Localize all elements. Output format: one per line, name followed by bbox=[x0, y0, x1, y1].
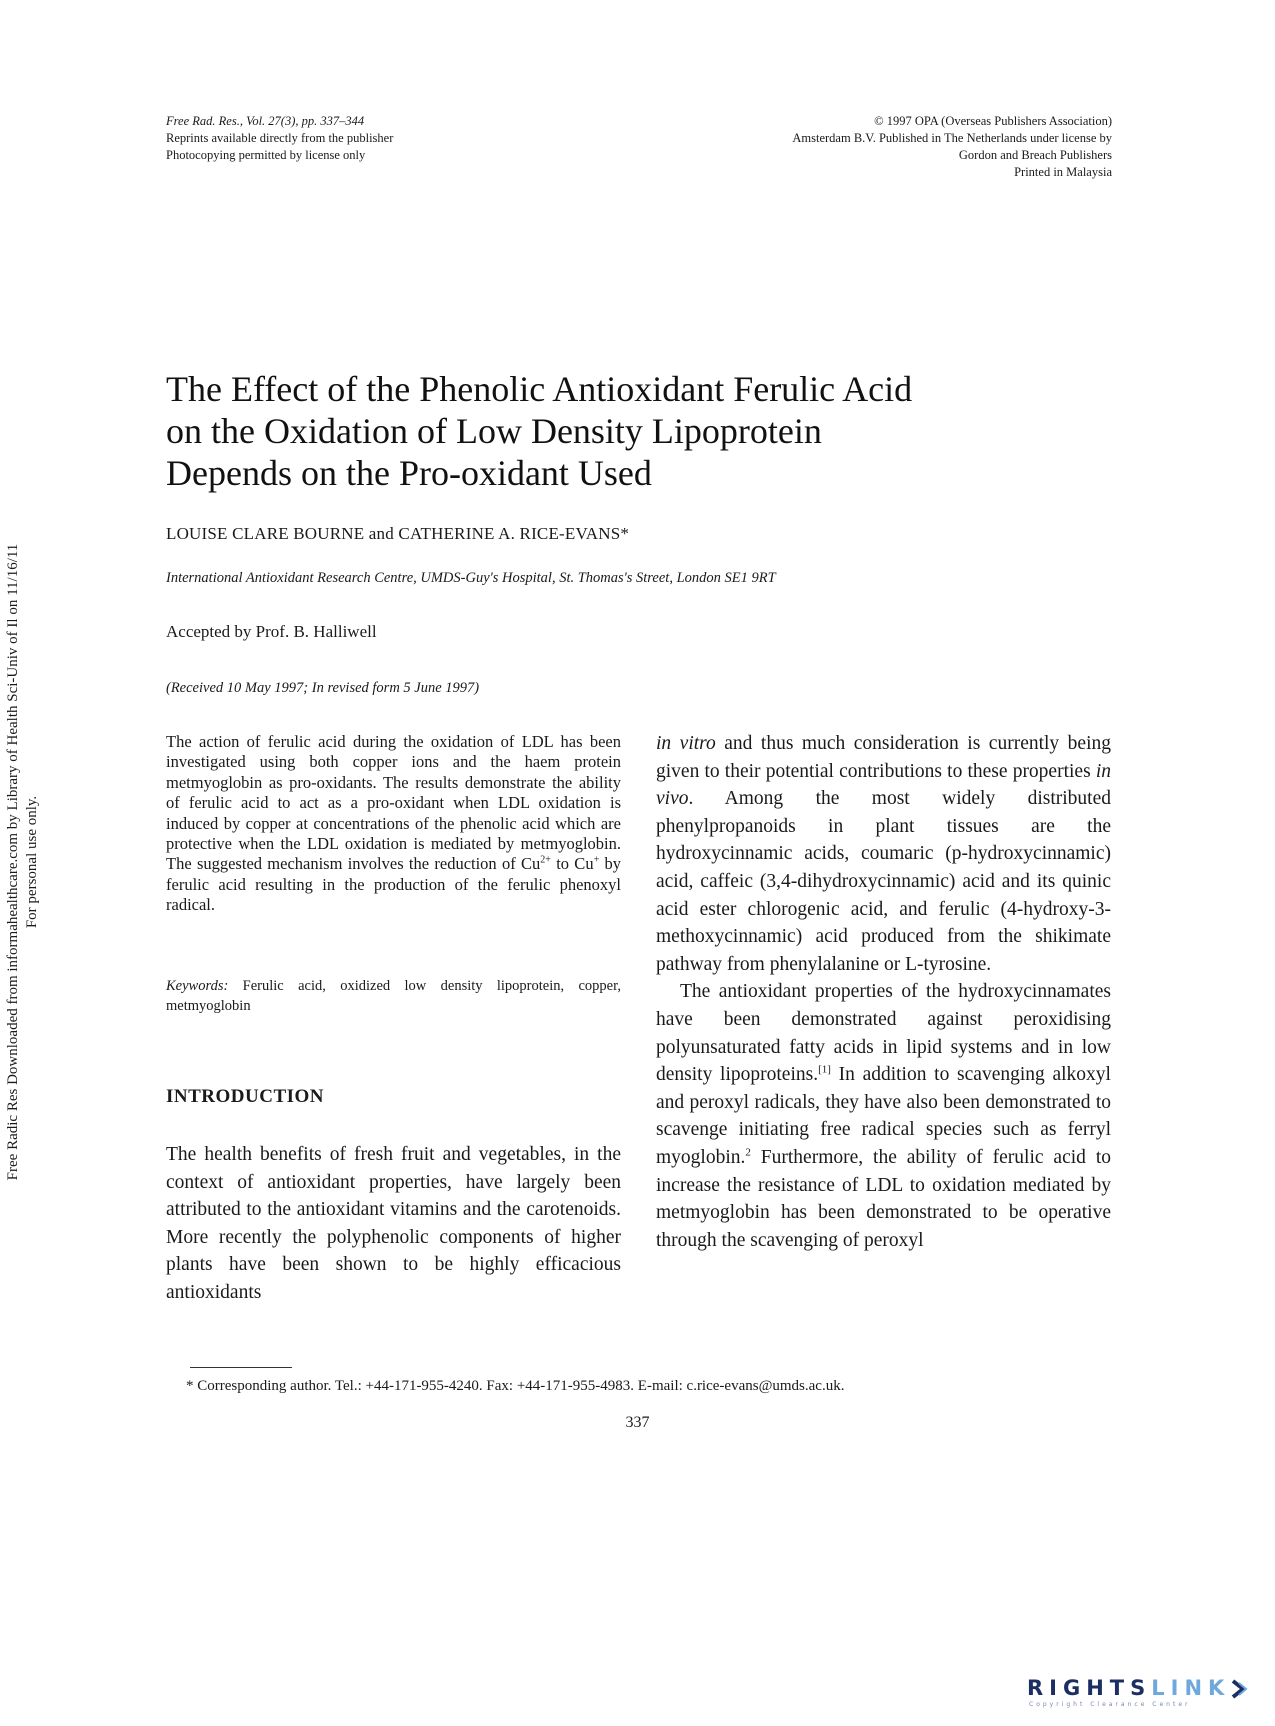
title-line: on the Oxidation of Low Density Lipoprotein bbox=[166, 411, 822, 451]
introduction-text: The health benefits of fresh fruit and vegetables, in the context of antioxidant properties, have largely been attributed to the antioxidant vitamins and the carotenoids. More recently the polyphenolic components of higher plants have been shown to be highly efficacious antioxidants bbox=[166, 1144, 621, 1303]
paragraph: The antioxidant properties of the hydroxycinnamates have been demonstrated against peroxidising polyunsaturated fatty acids in lipid systems and in low density lipoproteins.[1] In addition to scavenging alkoxyl and peroxyl radicals, they have also been demonstrated to scavenge initiating free radical species such as ferryl myoglobin.$^2$ Furthermore, the ability of ferulic acid to increase the resistance of LDL to oxidation mediated by metmyoglobin has been demonstrated to be operative through the scavenging of peroxyl bbox=[656, 981, 1111, 1251]
copyright-line: © 1997 OPA (Overseas Publishers Association) bbox=[874, 114, 1112, 128]
keywords-text: Ferulic acid, oxidized low density lipoprotein, copper, metmyoglobin bbox=[166, 978, 621, 1014]
article-title bbox=[166, 368, 1066, 494]
logo-text-rights: RIGHTS bbox=[1027, 1676, 1152, 1700]
logo-subtitle: Copyright Clearance Center bbox=[1029, 1701, 1191, 1708]
printed-line: Printed in Malaysia bbox=[1014, 165, 1112, 179]
chevron-right-icon bbox=[1230, 1679, 1248, 1699]
footnote: * Corresponding author. Tel.: +44-171-955-4240. Fax: +44-171-955-4983. E-mail: c.rice-evans@umds.ac.uk. bbox=[186, 1378, 845, 1394]
title-line: Depends on the Pro-oxidant Used bbox=[166, 453, 652, 493]
paragraph: in vitro and thus much consideration is currently being given to their potential contributions to these properties in vivo. Among the most widely distributed phenylpropanoids in plant tissues are the hydroxycinnamic acids, coumaric (p-hydroxycinnamic) acid, caffeic (3,4-dihydroxycinnamic) acid and its quinic acid ester chlorogenic acid, and ferulic (4-hydroxy-3-methoxycinnamic) acid produced from the shikimate pathway from phenylalanine or L-tyrosine. bbox=[656, 733, 1112, 975]
page-number: 337 bbox=[625, 1414, 650, 1431]
citation-ref[interactable]: 2 bbox=[745, 1146, 751, 1159]
title-line: The Effect of the Phenolic Antioxidant Ferulic Acid bbox=[166, 369, 913, 409]
watermark-line: Free Radic Res Downloaded from informahealthcare.com by Library of Health Sci-Univ of Il on 11/16/11 bbox=[5, 543, 21, 1181]
right-column bbox=[656, 730, 1111, 1254]
logo-text-link: LINK bbox=[1151, 1676, 1231, 1700]
publisher-info bbox=[700, 113, 1112, 181]
publisher-name-line: Gordon and Breach Publishers bbox=[958, 148, 1112, 162]
photocopy-line: Photocopying permitted by license only bbox=[166, 148, 366, 162]
keywords-label: Keywords: bbox=[166, 978, 229, 994]
accepted-by: Accepted by Prof. B. Halliwell bbox=[166, 622, 377, 641]
citation-line: Free Rad. Res., Vol. 27(3), pp. 337–344 bbox=[166, 114, 365, 128]
received-dates: (Received 10 May 1997; In revised form 5 June 1997) bbox=[166, 680, 480, 696]
keywords bbox=[166, 976, 621, 1016]
journal-citation bbox=[166, 113, 586, 164]
footnote-rule bbox=[190, 1367, 292, 1368]
publisher-line: Amsterdam B.V. Published in The Netherlands under license by bbox=[792, 131, 1112, 145]
watermark-line: For personal use only. bbox=[24, 795, 40, 929]
section-heading: INTRODUCTION bbox=[166, 1086, 325, 1107]
affiliation: International Antioxidant Research Centre, UMDS-Guy's Hospital, St. Thomas's Street, London SE1 9RT bbox=[166, 570, 776, 586]
reprints-line: Reprints available directly from the publisher bbox=[166, 131, 394, 145]
abstract: The action of ferulic acid during the oxidation of LDL has been investigated using both copper ions and the haem protein metmyoglobin as pro-oxidants. The results demonstrate the ability of ferulic acid to act as a pro-oxidant when LDL oxidation is induced by copper at concentrations of the phenolic acid which are protective when the LDL oxidation is mediated by metmyoglobin. The suggested mechanism involves the reduction of $Cu^{2+}$ to Cu+ by ferulic acid resulting in the production of the ferulic phenoxyl radical. bbox=[166, 732, 622, 915]
authors: LOUISE CLARE BOURNE and CATHERINE A. RICE-EVANS* bbox=[166, 524, 630, 543]
rightslink-logo[interactable] bbox=[1027, 1676, 1267, 1716]
citation-ref[interactable]: [1] bbox=[818, 1063, 831, 1076]
